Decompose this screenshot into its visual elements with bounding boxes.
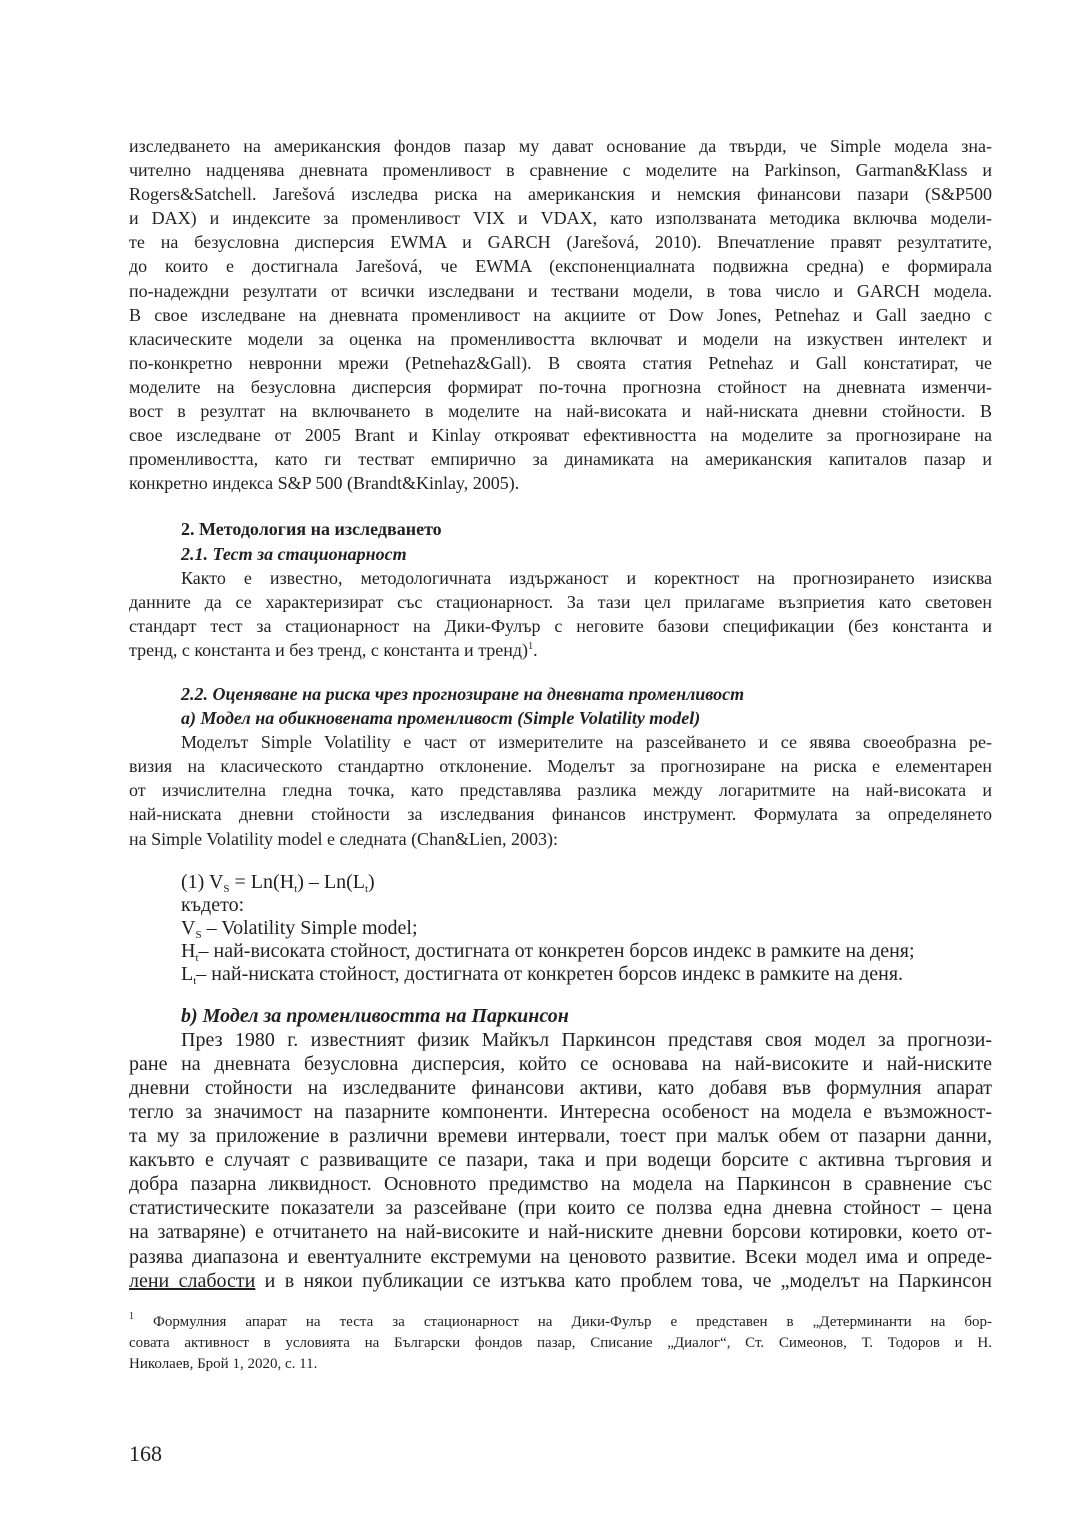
model-heading: b) Модел за променливостта на Паркинсон [181,1004,569,1027]
simple-volatility-paragraph [129,730,992,850]
text-line: лени слабости и в някои публикации се изтъква като проблем това, че „моделът на Паркинсон [129,1269,992,1292]
footnote-area [129,1312,992,1375]
text-line: те на безусловна дисперсия EWMA и GARCH (Jarešová, 2010). Впечатление правят резултатите, [129,232,992,253]
text-line: най-ниската дневни стойности за изследвания финансов инструмент. Формулата за определянето [129,804,992,825]
formula-definition-h: $H_t-$ най-високата стойност, достигната от конкретен борсов индекс в рамките на деня; [181,939,915,964]
text-line: конкретно индекса S&P 500 (Brandt&Kinlay, 2005). [129,473,520,494]
formula-equation: (1) $V_S = Ln(H_t) - Ln(L_t)$ [181,870,375,895]
parkinson-paragraph [129,1028,992,1293]
formula-block [129,871,992,986]
page-body [129,134,992,1293]
text-line: В свое изследване на дневната променливост на акциите от Dow Jones, Petnehaz и Gall заедно с [129,304,992,325]
subsection-heading: 2.2. Оценяване на риска чрез прогнозиране на дневната променливост [181,683,745,704]
text-line: по-надеждни резултати от всички изследвани и тествани модели, в това число и GARCH модела. [129,280,992,301]
text-line: тегло за значимост на пазарните компоненти. Интересна особеност на модела е възможност- [129,1101,992,1123]
intro-paragraph [129,134,992,495]
subsection-heading: 2.1. Тест за стационарност [181,543,407,564]
text-line: променливостта, като ги тестват емпирично за динамиката на американския капиталов пазар и [129,449,992,470]
text-line: до които е достигнала Jarešová, че EWMA (експоненциалната подвижна средна) е формирала [129,256,992,277]
text-line: тренд, с константа и без тренд, с константа и тренд)$^1$. [129,639,538,660]
text-line: Както е известно, методологичната издържаност и коректност на прогнозирането изисква [181,567,992,588]
text-line: През 1980 г. известният физик Майкъл Паркинсон представя своя модел за прогнози- [181,1028,992,1051]
page-number: 168 [129,1441,162,1466]
text-line: вост в резултат на включването в моделите на най-високата и най-ниската дневни стойности. В [129,401,992,422]
section-heading: 2. Методология на изследването [181,519,442,540]
footnote-line: совата активност в условията на Български фондов пазар, Списание „Диалог“, Ст. Симеонов, Т. Тодоров и Н. [129,1335,992,1351]
text-line: добра пазарна ликвидност. Основното предимство на модела на Паркинсон в сравнение със [129,1173,992,1196]
text-line: данните да се характеризират със стационарност. За тази цел прилагаме възприетия като световен [129,591,992,612]
stationarity-paragraph [129,566,992,662]
text-line: разява диапазона и евентуалните екстремуми на ценовото развитие. Всеки модел има и опреде- [129,1245,992,1268]
footnote-reference: 1 [528,640,534,652]
text-line: на затваряне) е отчитането на най-високите и най-ниските дневни борсови котировки, което от- [129,1221,992,1244]
text-line: по-конкретно невронни мрежи (Petnehaz&Gall). В своята статия Petnehaz и Gall констатират, че [129,352,992,373]
text-line: моделите на безусловна дисперсия формират по-точна прогнозна стойност на дневната изменчи- [129,376,992,397]
text-line: изследването на американския фондов пазар му дават основание да твърди, че Simple модела зна- [129,136,992,156]
footnote [129,1312,992,1375]
text-line: Rogers&Satchell. Jarešová изследва риска на американския и немския финансови пазари (S&P500 [129,184,992,205]
text-line: какъвто е случаят с развиващите се пазари, така и при водещи борсите с активна търговия и [129,1149,992,1172]
text-line: та му за приложение в различни времеви интервали, тоест при малък обем от пазарни данни, [129,1125,992,1148]
text-line: свое изследване от 2005 Brant и Kinlay открояват ефективността на моделите за прогнозиране на [129,425,992,446]
footnote-line: $^1$ Формулния апарат на теста за стационарност на Дики-Фулър е представен в „Детерминанти на бор- [129,1311,992,1330]
model-heading: a) Модел на обикновената променливост (Simple Volatility model) [181,708,701,729]
text-line: от изчислителна гледна точка, като представлява разлика между логаритмите на най-високата и [129,780,992,801]
formula-definition-l: $L_t-$ най-ниската стойност, достигната от конкретен борсов индекс в рамките на деня. [181,962,904,987]
text-line: чително надценява дневната променливост в сравнение с моделите на Parkinson, Garman&Klass и [129,160,992,181]
text-line: статистическите показатели за разсейване (при които се ползва една дневна стойност – цена [129,1197,992,1220]
text-line: дневни стойности на изследваните финансови активи, като добавя във формулния апарат [129,1076,992,1099]
formula-definition-v: $V_S$ – Volatility Simple model; [181,916,418,941]
text-line: на Simple Volatility model е следната (Chan&Lien, 2003): [129,828,559,849]
text-line: стандарт тест за стационарност на Дики-Фулър с неговите базови спецификации (без константа и [129,615,992,636]
text-line: и DAX) и индексите за променливост VIX и VDAX, като използваната методика включва модели- [129,208,992,229]
footnote-line: Николаев, Брой 1, 2020, с. 11. [129,1356,318,1372]
footnote-mark: 1 [129,1311,134,1322]
formula-where: където: [181,893,245,916]
text-line: ране на дневната безусловна дисперсия, който се основава на най-високите и най-ниските [129,1052,992,1075]
text-line: Моделът Simple Volatility е част от измерителите на разсейването и се явява своеобразна ре- [181,732,992,753]
text-line: визия на класическото стандартно отклонение. Моделът за прогнозиране на риска е елементарен [129,756,992,777]
text-line: класическите модели за оценка на променливостта включват и модели на изкуствен интелект и [129,328,992,349]
